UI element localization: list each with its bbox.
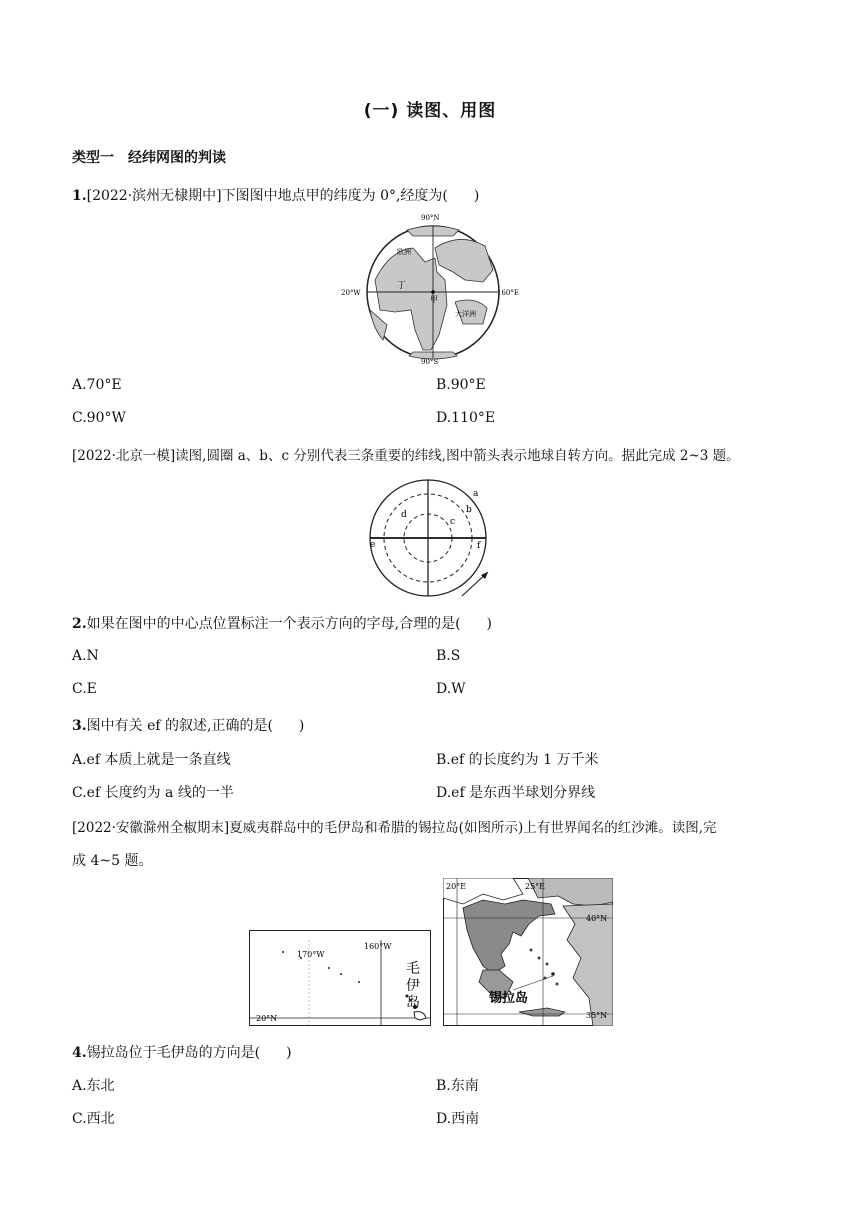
q2-option-c: C.E <box>72 681 97 697</box>
question-3-number: 3. <box>72 718 87 734</box>
maui-map <box>249 930 431 1026</box>
question-1-number: 1. <box>72 188 87 204</box>
maui-label-3: 岛 <box>406 995 420 1011</box>
q2-option-b: B.S <box>436 648 461 664</box>
question-4 <box>72 1042 292 1062</box>
q3-option-b: B.ef 的长度约为 1 万千米 <box>436 752 599 768</box>
question-3-close: ) <box>298 718 305 734</box>
label-thera: 锡拉岛 <box>489 991 529 1006</box>
label-160e: 160°E <box>497 289 519 297</box>
label-europe: 欧洲 <box>397 248 411 256</box>
question-1 <box>72 185 479 205</box>
question-4-close: ) <box>286 1045 292 1061</box>
label-90s: 90°S <box>421 358 439 365</box>
q2-option-d: D.W <box>436 681 466 697</box>
intro-4-5-line1: [2022·安徽滁州全椒期末]夏威夷群岛中的毛伊岛和希腊的锡拉岛(如图所示)上有世界闻名的红沙滩。读图,完 <box>72 820 717 836</box>
label-170w: 170°W <box>297 950 325 959</box>
greece-map <box>443 878 613 1026</box>
question-1-text: [2022·滨州无棣期中]下图图中地点甲的纬度为 0°,经度为( <box>86 188 448 204</box>
question-1-close: ) <box>473 188 480 204</box>
label-40n: 40°N <box>586 914 608 923</box>
intro-2-3: [2022·北京一模]读图,圆圈 a、b、c 分别代表三条重要的纬线,图中箭头表示地球自转方向。据此完成 2~3 题。 <box>72 448 740 464</box>
label-a: a <box>473 489 479 499</box>
intro-4-5-line2: 成 4~5 题。 <box>72 853 153 869</box>
label-90n: 90°N <box>421 214 440 222</box>
label-jia: 甲 <box>430 295 438 304</box>
q1-option-c: C.90°W <box>72 410 126 426</box>
maui-label-2: 伊 <box>406 978 420 994</box>
label-f: f <box>477 541 481 551</box>
q3-option-c: C.ef 长度约为 a 线的一半 <box>72 785 234 801</box>
label-20w: 20°W <box>341 289 361 297</box>
page-title: (一) 读图、用图 <box>363 101 497 121</box>
question-2-number: 2. <box>72 616 87 632</box>
label-oceania: 大洋洲 <box>455 310 476 318</box>
label-35n: 35°N <box>586 1011 608 1020</box>
hemisphere-map <box>335 210 525 365</box>
latitude-circle-diagram <box>360 472 500 600</box>
question-2 <box>72 613 492 633</box>
q4-option-d: D.西南 <box>436 1111 480 1127</box>
label-d: d <box>401 510 407 520</box>
q3-option-a: A.ef 本质上就是一条直线 <box>72 752 231 768</box>
question-4-number: 4. <box>72 1045 87 1061</box>
maui-label-1: 毛 <box>406 961 420 977</box>
label-20n: 20°N <box>256 1014 278 1023</box>
question-3-text: 图中有关 ef 的叙述,正确的是( <box>86 718 273 734</box>
label-c: c <box>450 517 456 527</box>
q4-option-c: C.西北 <box>72 1111 115 1127</box>
q4-option-a: A.东北 <box>72 1078 115 1094</box>
q1-option-d: D.110°E <box>436 410 496 426</box>
question-2-close: ) <box>486 616 493 632</box>
label-b: b <box>466 505 472 515</box>
section-heading: 类型一 经纬网图的判读 <box>72 150 226 166</box>
label-160w: 160°W <box>364 942 392 951</box>
question-3 <box>72 715 304 735</box>
question-2-text: 如果在图中的中心点位置标注一个表示方向的字母,合理的是( <box>86 616 461 632</box>
question-4-text: 锡拉岛位于毛伊岛的方向是( <box>86 1045 261 1061</box>
q2-option-a: A.N <box>72 648 99 664</box>
label-e: e <box>370 540 376 550</box>
label-20e: 20°E <box>446 882 467 891</box>
q1-option-a: A.70°E <box>72 377 122 393</box>
q4-option-b: B.东南 <box>436 1078 479 1094</box>
q1-option-b: B.90°E <box>436 377 486 393</box>
label-25e: 25°E <box>525 882 546 891</box>
label-ding: 丁 <box>397 281 407 291</box>
q3-option-d: D.ef 是东西半球划分界线 <box>436 785 596 801</box>
